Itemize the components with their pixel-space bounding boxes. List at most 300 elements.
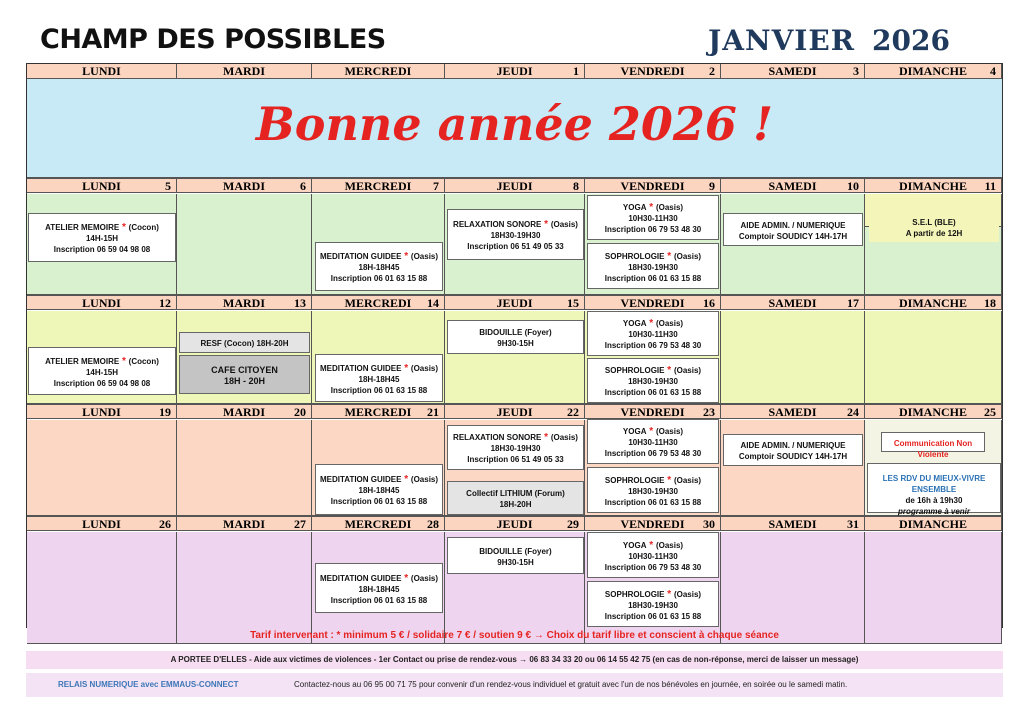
event-bidouille[interactable] — [447, 320, 584, 354]
day-name: DIMANCHE — [899, 179, 967, 193]
day-number: 17 — [847, 296, 859, 310]
event-meditation-guidee[interactable] — [315, 464, 443, 515]
event-title — [588, 251, 718, 262]
event-time — [316, 584, 442, 595]
event-line2-text: Comptoir SOUDICY 14H-17H — [738, 231, 848, 241]
price-asterisk-icon: * — [664, 474, 674, 486]
day-name: JEUDI — [496, 296, 533, 310]
event-title-text: S.E.L — [912, 218, 933, 227]
day-name: JEUDI — [496, 405, 533, 419]
event-time — [448, 499, 583, 510]
event-title-text: Collectif LITHIUM (Forum) — [466, 489, 565, 498]
event-line2-text: A partir de 12H — [905, 229, 963, 238]
event-aide-admin[interactable] — [723, 213, 863, 246]
event-contact — [316, 595, 442, 606]
event-place: (Oasis) — [673, 251, 702, 261]
event-title-text: BIDOUILLE (Foyer) — [479, 546, 552, 556]
day-name: DIMANCHE — [899, 296, 967, 310]
event-title — [29, 222, 175, 233]
event-contact-text: Inscription 06 79 53 48 30 — [604, 225, 702, 234]
day-name: MARDI — [223, 64, 265, 78]
day-header-mardi — [177, 295, 312, 310]
event-place: (Cocon) — [128, 223, 159, 232]
event-time-text: 14H-15H — [85, 367, 118, 377]
day-header-vendredi — [585, 404, 721, 419]
year-title: 2026 — [872, 24, 950, 57]
event-line2 — [724, 451, 862, 462]
day-number: 11 — [984, 179, 996, 193]
day-number: 14 — [427, 296, 439, 310]
event-communication-non-violente[interactable] — [881, 432, 985, 459]
day-header-lundi — [27, 64, 177, 79]
event-contact — [588, 497, 718, 508]
new-year-banner — [27, 79, 1002, 178]
day-header-mardi — [177, 64, 312, 79]
event-contact-text: Inscription 06 79 53 48 30 — [604, 562, 702, 572]
day-header-dimanche — [865, 404, 1002, 419]
day-header-mardi — [177, 404, 312, 419]
event-title — [588, 589, 718, 600]
day-header-dimanche — [865, 516, 1002, 531]
event-contact-text: Inscription 06 01 63 15 88 — [604, 273, 702, 283]
event-time — [588, 376, 718, 387]
event-title-text: ATELIER MEMOIRE — [45, 356, 120, 366]
event-time — [588, 262, 718, 273]
day-name: MERCREDI — [344, 296, 412, 310]
event-time — [448, 443, 583, 454]
event-title-text: CAFE CITOYEN — [211, 364, 278, 375]
day-number: 20 — [294, 405, 306, 419]
day-name: SAMEDI — [768, 517, 817, 531]
day-header-dimanche — [865, 64, 1002, 79]
price-asterisk-icon: * — [646, 318, 656, 329]
event-collectif-lithium[interactable] — [447, 481, 584, 515]
event-rdv-mieux-vivre[interactable] — [867, 463, 1001, 516]
event-aide-admin[interactable] — [723, 434, 863, 466]
event-title-text: BIDOUILLE (Foyer) — [479, 328, 552, 337]
event-contact-text: Inscription 06 01 63 15 88 — [604, 497, 702, 507]
event-time-text: 18H30-19H30 — [490, 444, 541, 453]
event-bidouille[interactable] — [447, 537, 584, 574]
day-name: DIMANCHE — [899, 405, 967, 419]
day-header-vendredi — [585, 295, 721, 310]
event-cafe-citoyen[interactable] — [179, 355, 310, 394]
event-place: (Oasis) — [673, 475, 702, 485]
price-asterisk-icon: * — [401, 362, 411, 374]
day-header-samedi — [721, 404, 865, 419]
day-cell — [177, 532, 312, 644]
day-name: MERCREDI — [344, 179, 412, 193]
day-header-mercredi — [312, 64, 445, 79]
day-number: 16 — [703, 296, 715, 310]
event-title — [724, 440, 862, 451]
event-time — [316, 374, 442, 385]
event-time-text: 10H30-11H30 — [628, 214, 678, 223]
event-title — [316, 474, 442, 485]
event-time-text: 10H30-11H30 — [628, 438, 678, 447]
price-asterisk-icon: * — [664, 588, 674, 600]
event-meditation-guidee[interactable] — [315, 242, 443, 291]
day-number: 23 — [703, 405, 715, 419]
event-place: (Oasis) — [673, 589, 702, 599]
event-contact — [588, 224, 718, 235]
event-title — [448, 546, 583, 557]
day-name: SAMEDI — [768, 64, 817, 78]
day-number: 9 — [709, 179, 715, 193]
relais-numerique-info — [26, 673, 1003, 697]
event-contact-text: Inscription 06 01 63 15 88 — [330, 595, 428, 605]
event-time — [588, 437, 718, 448]
day-name: LUNDI — [82, 179, 121, 193]
event-time-text: de 16h à 19h30 — [905, 495, 963, 505]
event-place: (Oasis) — [655, 203, 684, 212]
day-number: 15 — [567, 296, 579, 310]
event-title-text: AIDE ADMIN. / NUMERIQUE — [740, 220, 846, 230]
day-cell — [721, 311, 865, 404]
event-contact — [588, 448, 718, 459]
day-number: 31 — [847, 517, 859, 531]
day-number: 18 — [984, 296, 996, 310]
event-time-text: 18H30-19H30 — [628, 377, 678, 386]
event-time — [448, 557, 583, 568]
org-title: CHAMP DES POSSIBLES — [40, 24, 386, 55]
day-cell — [721, 532, 865, 644]
event-atelier-memoire[interactable] — [28, 213, 176, 262]
event-place: (Oasis) — [410, 475, 439, 484]
event-contact-text: Inscription 06 01 63 15 88 — [330, 385, 428, 395]
day-name: SAMEDI — [768, 405, 817, 419]
event-time — [588, 551, 718, 562]
event-contact — [448, 454, 583, 465]
event-time — [29, 233, 175, 244]
event-sophrologie[interactable] — [587, 358, 719, 403]
event-time — [588, 213, 718, 224]
event-time-text: 9H30-15H — [497, 339, 534, 348]
event-meditation-guidee[interactable] — [315, 563, 443, 613]
price-asterisk-icon: * — [401, 251, 411, 262]
day-cell — [865, 532, 1002, 644]
day-header-mardi — [177, 516, 312, 531]
event-place: (Oasis) — [410, 363, 439, 373]
event-title-text: YOGA — [622, 427, 647, 436]
day-name: LUNDI — [82, 64, 121, 78]
price-asterisk-icon: * — [646, 539, 656, 551]
price-asterisk-icon: * — [541, 219, 551, 230]
day-header-mardi — [177, 178, 312, 193]
day-header-lundi — [27, 516, 177, 531]
event-time-text: 18H-20H — [499, 500, 532, 509]
event-sel[interactable] — [869, 214, 999, 242]
event-time — [448, 230, 583, 241]
day-header-jeudi — [445, 64, 585, 79]
event-title-text: SOPHROLOGIE — [604, 366, 665, 375]
day-name: JEUDI — [496, 64, 533, 78]
price-asterisk-icon: * — [664, 250, 674, 262]
event-contact — [29, 378, 175, 389]
event-title — [29, 356, 175, 367]
relais-label: RELAIS NUMERIQUE avec EMMAUS-CONNECT — [58, 680, 239, 689]
event-resf[interactable] — [179, 332, 310, 353]
day-header-mercredi — [312, 295, 445, 310]
aporte-delles-info: A PORTEE D'ELLES - Aide aux victimes de violences - 1er Contact ou prise de rendez-vous → 06 83 34 33 20 ou 06 14 55 42 75 (en cas de non-réponse, merci de laisser un message) — [26, 651, 1003, 669]
day-header-jeudi — [445, 404, 585, 419]
day-name: MARDI — [223, 405, 265, 419]
event-title-text: LES RDV DU MIEUX-VIVRE ENSEMBLE — [882, 473, 986, 494]
day-name: LUNDI — [82, 405, 121, 419]
event-time — [316, 485, 442, 496]
day-header-lundi — [27, 295, 177, 310]
day-header-samedi — [721, 178, 865, 193]
event-place: (Oasis) — [655, 540, 684, 550]
event-title — [588, 540, 718, 551]
event-place: (Oasis) — [410, 573, 439, 583]
day-name: MERCREDI — [344, 405, 412, 419]
event-relaxation-sonore[interactable] — [447, 209, 584, 260]
event-time-text: 18H-18H45 — [358, 486, 400, 495]
price-asterisk-icon: * — [646, 426, 656, 437]
event-yoga[interactable] — [587, 311, 719, 356]
calendar-grid — [26, 63, 1003, 628]
banner-text: Bonne année 2026 ! — [255, 97, 774, 151]
day-number: 26 — [159, 517, 171, 531]
day-number: 29 — [567, 517, 579, 531]
event-place: (Oasis) — [673, 366, 702, 375]
event-time-text: 18H30-19H30 — [628, 600, 678, 610]
event-yoga[interactable] — [587, 532, 719, 578]
day-header-jeudi — [445, 178, 585, 193]
event-title — [724, 220, 862, 231]
event-contact — [588, 387, 718, 398]
event-title — [588, 475, 718, 486]
event-title — [868, 473, 1000, 495]
day-number: 19 — [159, 405, 171, 419]
event-sophrologie[interactable] — [587, 581, 719, 627]
day-number: 30 — [703, 517, 715, 531]
day-header-dimanche — [865, 295, 1002, 310]
event-line2-text: Comptoir SOUDICY 14H-17H — [738, 452, 848, 461]
day-number: 12 — [159, 296, 171, 310]
day-header-dimanche — [865, 178, 1002, 193]
day-header-vendredi — [585, 178, 721, 193]
event-contact-text: Inscription 06 59 04 98 08 — [53, 378, 151, 388]
month-title: JANVIER — [708, 24, 855, 57]
event-time — [588, 600, 718, 611]
event-time — [180, 376, 309, 387]
event-title — [588, 426, 718, 437]
event-title-text: RELAXATION SONORE — [453, 220, 542, 229]
day-header-jeudi — [445, 295, 585, 310]
day-number: 5 — [165, 179, 171, 193]
day-cell — [177, 194, 312, 295]
day-number: 21 — [427, 405, 439, 419]
event-yoga[interactable] — [587, 195, 719, 240]
event-time-text: 10H30-11H30 — [628, 330, 678, 339]
event-time-text: 10H30-11H30 — [628, 551, 678, 561]
price-asterisk-icon: * — [646, 202, 656, 213]
event-title-text: MEDITATION GUIDEE — [319, 573, 402, 583]
day-header-lundi — [27, 178, 177, 193]
day-header-mercredi — [312, 516, 445, 531]
day-header-mercredi — [312, 178, 445, 193]
day-header-jeudi — [445, 516, 585, 531]
event-contact-text: Inscription 06 01 63 15 88 — [604, 388, 702, 397]
event-title — [316, 573, 442, 584]
event-place: (Oasis) — [410, 252, 439, 261]
day-header-samedi — [721, 64, 865, 79]
day-name: MARDI — [223, 296, 265, 310]
day-name: VENDREDI — [620, 296, 685, 310]
event-title-text: SOPHROLOGIE — [604, 251, 665, 261]
event-title-text: YOGA — [622, 319, 647, 328]
day-cell — [865, 311, 1002, 404]
event-note — [868, 506, 1000, 517]
price-asterisk-icon: * — [119, 222, 129, 233]
event-title-text: MEDITATION GUIDEE — [319, 363, 402, 373]
event-time-text: 9H30-15H — [497, 557, 534, 567]
day-name: MERCREDI — [344, 517, 412, 531]
day-name: LUNDI — [82, 517, 121, 531]
day-number: 1 — [573, 64, 579, 78]
price-asterisk-icon: * — [401, 572, 411, 584]
event-atelier-memoire[interactable] — [28, 347, 176, 395]
event-title — [882, 438, 984, 460]
day-number: 25 — [984, 405, 996, 419]
day-header-samedi — [721, 516, 865, 531]
day-number: 13 — [294, 296, 306, 310]
day-number: 28 — [427, 517, 439, 531]
event-time — [29, 367, 175, 378]
event-time-text: 18H-18H45 — [358, 263, 400, 272]
event-relaxation-sonore[interactable] — [447, 425, 584, 470]
event-contact — [29, 244, 175, 255]
event-title — [448, 327, 583, 338]
day-number: 2 — [709, 64, 715, 78]
event-contact — [588, 611, 718, 622]
event-contact-text: Inscription 06 01 63 15 88 — [330, 274, 428, 283]
event-contact-text: Inscription 06 51 49 05 33 — [467, 455, 564, 464]
event-sophrologie[interactable] — [587, 467, 719, 513]
day-cell — [27, 420, 177, 516]
tarif-note: Tarif intervenant : * minimum 5 € / solidaire 7 € / soutien 9 € → Choix du tarif libre et conscient à chaque séance — [250, 630, 779, 641]
day-header-samedi — [721, 295, 865, 310]
day-number: 27 — [294, 517, 306, 531]
event-time-text: 18H-18H45 — [358, 374, 400, 384]
event-title-text: ATELIER MEMOIRE — [45, 223, 120, 232]
event-line2 — [724, 231, 862, 242]
event-title-text: MEDITATION GUIDEE — [319, 252, 402, 261]
day-number: 24 — [847, 405, 859, 419]
day-number: 3 — [853, 64, 859, 78]
event-time-text: 18H - 20H — [223, 375, 266, 386]
day-name: SAMEDI — [768, 296, 817, 310]
day-name: VENDREDI — [620, 64, 685, 78]
event-contact — [588, 562, 718, 573]
event-title — [448, 432, 583, 443]
day-name: MERCREDI — [344, 64, 412, 78]
event-time-text: 18H30-19H30 — [628, 486, 678, 496]
event-title — [180, 365, 309, 376]
event-time-text: 14H-15H — [85, 234, 118, 243]
event-time — [448, 338, 583, 349]
event-place: (Oasis) — [550, 433, 578, 442]
event-place: (Oasis) — [550, 220, 578, 229]
day-name: VENDREDI — [620, 179, 685, 193]
day-name: MARDI — [223, 179, 265, 193]
event-place: (Oasis) — [655, 427, 684, 436]
day-cell — [177, 420, 312, 516]
event-time-text: 18H30-19H30 — [490, 231, 541, 240]
event-time — [588, 486, 718, 497]
day-name: JEUDI — [496, 179, 533, 193]
event-note-text: programme à venir — [897, 506, 971, 516]
price-asterisk-icon: * — [401, 474, 411, 485]
event-title-text: RESF (Cocon) 18H-20H — [200, 339, 289, 348]
price-asterisk-icon: * — [119, 355, 129, 367]
day-number: 7 — [433, 179, 439, 193]
day-number: 6 — [300, 179, 306, 193]
event-contact — [316, 385, 442, 396]
event-line2 — [869, 228, 999, 239]
event-title-text: YOGA — [622, 203, 647, 212]
event-title — [588, 202, 718, 213]
event-contact-text: Inscription 06 51 49 05 33 — [467, 242, 564, 251]
day-name: VENDREDI — [620, 405, 685, 419]
event-title — [588, 365, 718, 376]
day-name: JEUDI — [496, 517, 533, 531]
event-title — [448, 219, 583, 230]
relais-text: Contactez-nous au 06 95 00 71 75 pour convenir d'un rendez-vous individuel et gratuit avec l'un de nos bénévoles en journée, en soirée ou le samedi matin. — [294, 680, 848, 689]
event-place: (BLE) — [934, 218, 956, 227]
event-time — [588, 329, 718, 340]
day-name: MARDI — [223, 517, 265, 531]
day-header-vendredi — [585, 64, 721, 79]
event-contact-text: Inscription 06 79 53 48 30 — [604, 341, 702, 350]
event-contact — [588, 273, 718, 284]
event-title-text: Communication Non Violente — [893, 438, 973, 459]
event-contact — [448, 241, 583, 252]
event-title — [180, 338, 309, 349]
event-meditation-guidee[interactable] — [315, 354, 443, 402]
event-contact — [588, 340, 718, 351]
event-sophrologie[interactable] — [587, 243, 719, 289]
day-header-mercredi — [312, 404, 445, 419]
event-title-text: MEDITATION GUIDEE — [319, 475, 402, 484]
event-title — [869, 217, 999, 228]
day-cell — [27, 532, 177, 644]
event-time-text: 18H30-19H30 — [628, 262, 678, 272]
day-number: 22 — [567, 405, 579, 419]
event-contact-text: Inscription 06 79 53 48 30 — [604, 449, 702, 458]
day-header-vendredi — [585, 516, 721, 531]
day-name: LUNDI — [82, 296, 121, 310]
event-yoga[interactable] — [587, 419, 719, 464]
event-title-text: SOPHROLOGIE — [604, 589, 665, 599]
price-asterisk-icon: * — [541, 432, 551, 443]
event-place: (Cocon) — [128, 356, 159, 366]
event-place: (Oasis) — [655, 319, 684, 328]
event-time — [316, 262, 442, 273]
event-time-text: 18H-18H45 — [358, 584, 400, 594]
day-header-lundi — [27, 404, 177, 419]
event-contact-text: Inscription 06 59 04 98 08 — [53, 245, 151, 254]
event-title — [588, 318, 718, 329]
day-number: 10 — [847, 179, 859, 193]
event-time — [868, 495, 1000, 506]
day-number: 4 — [990, 64, 996, 78]
event-title — [316, 363, 442, 374]
price-asterisk-icon: * — [664, 365, 674, 376]
event-contact-text: Inscription 06 01 63 15 88 — [604, 611, 702, 621]
